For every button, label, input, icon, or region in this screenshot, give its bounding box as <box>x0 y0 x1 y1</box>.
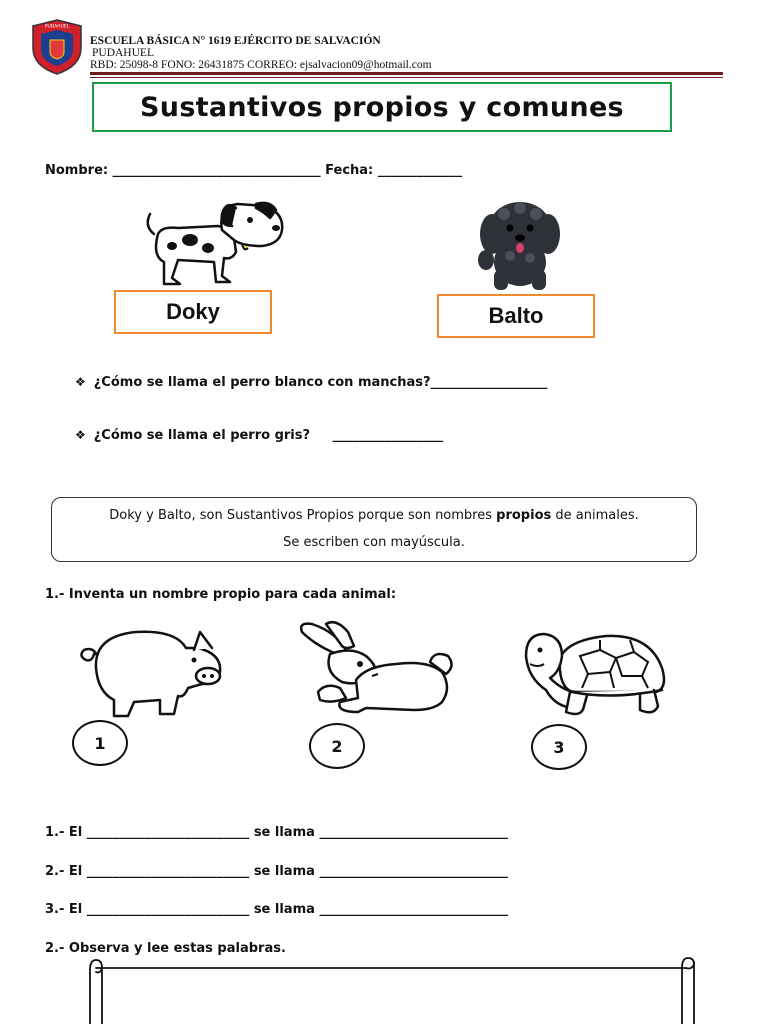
dog-name-box-1 <box>114 290 272 334</box>
date-label: Fecha: <box>325 163 374 178</box>
question-2 <box>75 428 443 443</box>
name-date-row <box>45 163 462 178</box>
question-1-text: ¿Cómo se llama el perro blanco con manchas? <box>93 375 431 390</box>
turtle-icon <box>522 628 672 720</box>
info-note <box>51 497 697 562</box>
answer-line-2 <box>45 864 508 879</box>
diamond-bullet-icon: ❖ <box>75 375 86 389</box>
note-line-1 <box>52 508 696 523</box>
answer-middle: se llama <box>253 864 315 879</box>
school-name: ESCUELA BÁSICA N° 1619 EJÉRCITO DE SALVACIÓN <box>90 35 381 47</box>
section-1-title: 1.- Inventa un nombre propio para cada animal: <box>45 587 397 602</box>
note-line-2: Se escriben con mayúscula. <box>283 535 465 550</box>
dalmatian-dog-icon <box>138 196 288 288</box>
diamond-bullet-icon: ❖ <box>75 428 86 442</box>
question-1 <box>75 375 548 390</box>
question-2-blank[interactable]: _________________ <box>310 428 444 443</box>
number-2: 2 <box>331 736 343 756</box>
school-info <box>90 35 432 71</box>
pig-icon <box>76 618 236 720</box>
answer-prefix: 2.- El <box>45 864 83 879</box>
number-circle-2 <box>309 723 365 769</box>
rabbit-icon <box>296 616 460 720</box>
answer-middle: se llama <box>253 825 315 840</box>
number-1: 1 <box>94 733 106 753</box>
dog-name-balto: Balto <box>488 303 544 328</box>
question-1-blank[interactable]: __________________ <box>430 375 548 390</box>
answer-prefix: 3.- El <box>45 902 83 917</box>
title-box <box>92 82 672 132</box>
name-label: Nombre: <box>45 163 109 178</box>
note-text-after: de animales. <box>551 508 639 523</box>
answer-blank-name[interactable]: _____________________________ <box>319 902 508 917</box>
answer-blank-animal[interactable]: _________________________ <box>86 864 250 879</box>
number-3: 3 <box>553 737 565 757</box>
header-rule <box>90 72 723 75</box>
school-commune: PUDAHUEL <box>92 47 154 59</box>
number-circle-1 <box>72 720 128 766</box>
answer-prefix: 1.- El <box>45 825 83 840</box>
dog-name-doky: Doky <box>166 299 220 324</box>
answer-middle: se llama <box>253 902 315 917</box>
gray-dog-icon <box>464 196 576 292</box>
answer-line-3 <box>45 902 508 917</box>
section-2-title: 2.- Observa y lee estas palabras. <box>45 941 286 956</box>
dog-name-box-2 <box>437 294 595 338</box>
note-text-before: Doky y Balto, son Sustantivos Propios porque son nombres <box>109 508 497 523</box>
date-blank[interactable]: _____________ <box>377 163 463 178</box>
answer-blank-name[interactable]: _____________________________ <box>319 864 508 879</box>
page-title: Sustantivos propios y comunes <box>140 91 624 123</box>
name-blank[interactable]: ________________________________ <box>112 163 321 178</box>
answer-blank-name[interactable]: _____________________________ <box>319 825 508 840</box>
note-text-bold: propios <box>496 508 552 523</box>
answer-blank-animal[interactable]: _________________________ <box>86 825 250 840</box>
answer-line-1 <box>45 825 508 840</box>
school-contact: RBD: 25098-8 FONO: 26431875 CORREO: ejsalvacion09@hotmail.com <box>90 59 432 71</box>
emblem-text: PUDAHUEL <box>44 24 70 30</box>
school-emblem <box>28 18 86 76</box>
answer-blank-animal[interactable]: _________________________ <box>86 902 250 917</box>
question-2-text: ¿Cómo se llama el perro gris? <box>93 428 311 443</box>
header-rule-thin <box>90 77 723 78</box>
number-circle-3 <box>531 724 587 770</box>
scroll-icon <box>80 954 704 1024</box>
